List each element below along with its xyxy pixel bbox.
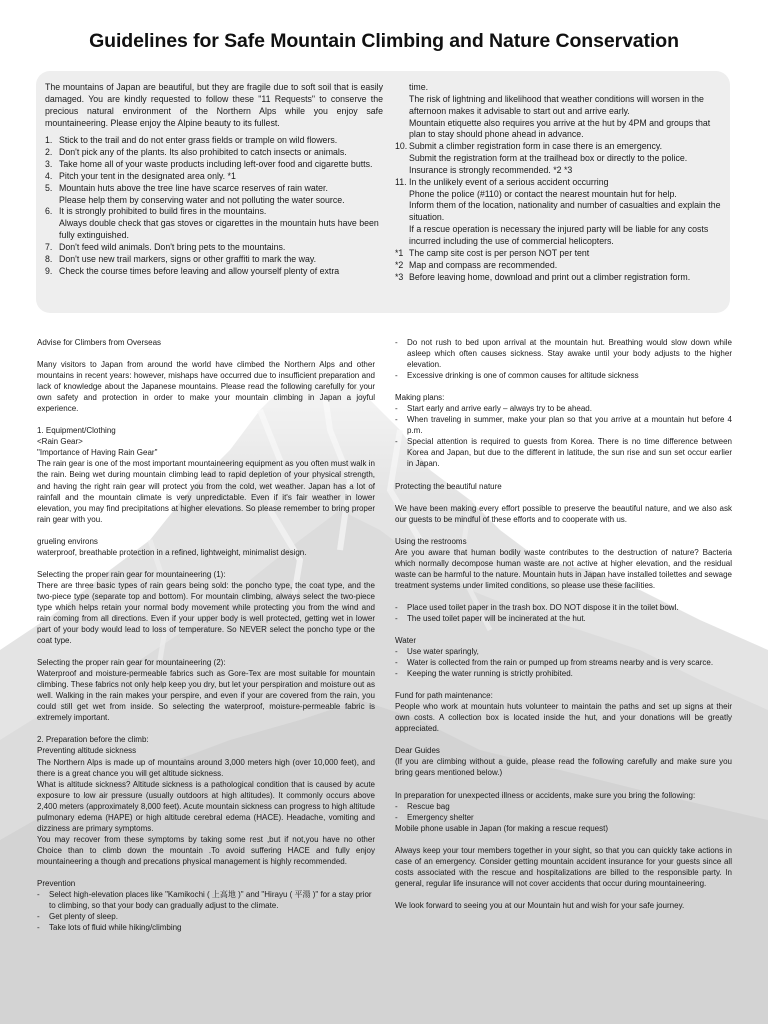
request-item: 10. Submit a climber registration form in case there is an emergency. (395, 141, 663, 152)
subheading: Using the restrooms (395, 536, 467, 546)
request-item: 4. Pitch your tent in the designated area only. *1 (45, 170, 236, 181)
request-item: 7. Don't feed wild animals. Don't bring pets to the mountains. (45, 241, 286, 252)
request-item: 2. Don't pick any of the plants. Its also prohibited to catch insects or animals. (45, 147, 347, 158)
list-item: - Water is collected from the rain or pumped up from streams nearby and is very scarce. (395, 658, 714, 668)
request-item-sub: Submit the registration form at the trailhead box or directly to the police. (409, 153, 688, 164)
request-item-sub: Mountain etiquette also requires you arrive at the hut by 4PM and groups that plan to stay should phone ahead in advance. (409, 117, 711, 140)
request-item-sub: If a rescue operation is necessary the injured party will be liable for any costs incurred including the use of commercial helicopters. (409, 224, 709, 246)
requests-intro: The mountains of Japan are beautiful, but they are fragile due to soft soil that is easily damaged. You are kindly requested to follow these "11 Requests" to conserve the precious natural environment of the Northern Alps while you enjoy safe mountaineering. Please enjoy the Alpine beauty to its fullest. (45, 82, 383, 128)
list-item: - The used toilet paper will be incinerated at the hut. (395, 613, 586, 623)
list-item: - Get plenty of sleep. (37, 912, 118, 922)
list-item: - Place used toilet paper in the trash box. DO NOT dispose it in the toilet bowl. (395, 602, 679, 612)
closing-text: We look forward to seeing you at our Mountain hut and wish for your safe journey. (395, 900, 685, 910)
footnote: *3 Before leaving home, download and print out a climber registration form. (395, 271, 691, 282)
paragraph: The rain gear is one of the most important mountaineering equipment as you often must walk in the rain. Being wet during mountain climbing lead to rapid depletion of your physical strength, and having the right rain gear will protect you from the cold, wet weather. Japan has a lot of rainfall and the mountain climate is very unpredictable. Even if it's fair weather in lower elevation, you may find precipitations at higher elevations. So please remember to bring proper rain gear with you. (37, 459, 375, 524)
list-item: - Select high-elevation places like "Kamikochi ( 上高地 )" and "Hirayu ( 平湯 )" for a stay prior to climbing, so that your body can gradually adjust to the climate. (37, 890, 372, 911)
subheading: Fund for path maintenance: (395, 691, 493, 701)
request-item-sub: Inform them of the location, nationality and number of casualties and explain the situation. (409, 200, 721, 223)
paragraph: There are three basic types of rain gears being sold: the poncho type, the coat type, and the two-piece type (separate top and bottom). For mountain climbing, always select the two-piece type which helps retain your normal body movement while protecting you from the wind and rain coming from all directions. Even if your upper body is well protected, getting wet in lower part of your body would lead to loss of temperature. So NEVER select the poncho type or the coat type. (37, 580, 375, 646)
request-item-sub: Insurance is strongly recommended. *2 *3 (409, 164, 573, 175)
footnote: *1 The camp site cost is per person NOT per tent (395, 247, 590, 258)
requests-right-column (395, 82, 727, 283)
paragraph: Mobile phone usable in Japan (for making a rescue request) (395, 823, 609, 833)
request-item: 5. Mountain huts above the tree line have scarce reserves of rain water. (45, 182, 328, 193)
paragraph: Many visitors to Japan from around the world have climbed the Northern Alps and other mountains in recent years: however, mishaps have occurred due to insufficient preparation and lack of knowledge about the Japanese mountains. Please read the following carefully for your own safety and protection in order to make your mountain climbing in Japan a joyful experience. (37, 360, 375, 414)
list-item: - Use water sparingly, (395, 647, 479, 657)
subheading: "Importance of Having Rain Gear" (37, 448, 158, 458)
list-item: - When traveling in summer, make your plan so that you arrive at a mountain hut before 4 p.m. (395, 415, 732, 436)
section-heading: 2. Preparation before the climb: (37, 735, 149, 745)
eleven-requests-box (36, 71, 730, 313)
list-item: - Do not rush to bed upon arrival at the mountain hut. Breathing would slow down while asleep which often causes sickness. Stay awake until your body adjusts to the higher elevation. (395, 338, 732, 370)
footnote: *2 Map and compass are recommended. (395, 259, 558, 270)
advice-right-column (395, 337, 732, 911)
paragraph: waterproof, breathable protection in a refined, lightweight, minimalist design. (37, 547, 307, 557)
list-item: - Rescue bag (395, 801, 450, 811)
subheading: Dear Guides (395, 746, 440, 756)
subheading: Prevention (37, 878, 76, 888)
list-item: - Special attention is required to guests from Korea. There is no time difference between Korea and Japan, but due to the different in latitude, the sun rise and sun set occur earlier in Japan. (395, 437, 732, 469)
request-item: 11. In the unlikely event of a serious accident occurring (395, 176, 609, 187)
request-item: 1. Stick to the trail and do not enter grass fields or trample on wild flowers. (45, 135, 338, 146)
request-item: 6. It is strongly prohibited to build fires in the mountains. (45, 206, 267, 217)
subheading: Selecting the proper rain gear for mountaineering (2): (37, 658, 226, 668)
request-item-sub: Always double check that gas stoves or cigarettes in the mountain huts have been fully extinguished. (59, 218, 379, 241)
list-item: - Excessive drinking is one of common causes for altitude sickness (395, 371, 639, 381)
subheading: Preventing altitude sickness (37, 746, 137, 756)
request-item-sub: Phone the police (#110) or contact the nearest mountain hut for help. (409, 188, 677, 199)
list-item: - Emergency shelter (395, 812, 474, 822)
paragraph: grueling environs (37, 536, 98, 546)
subheading: <Rain Gear> (37, 437, 83, 447)
advice-left-column (37, 337, 375, 933)
section-heading: 1. Equipment/Clothing (37, 426, 116, 436)
subheading: Protecting the beautiful nature (395, 481, 502, 491)
subheading: Making plans: (395, 393, 445, 403)
requests-left-column (45, 82, 383, 278)
paragraph: Always keep your tour members together in your sight, so that you can quickly take actions in case of an emergency. Consider getting mountain accident insurance for your guests since all costs associated with the rescue and hospitalizations are billed to the responsible party. In general, regular life insurance will not cover accidents that occur during mountaineering. (395, 845, 732, 888)
request-item-continued: time. (409, 82, 429, 92)
list-item: - Keeping the water running is strictly prohibited. (395, 669, 573, 679)
paragraph: Waterproof and moisture-permeable fabrics such as Gore-Tex are most suitable for mountain climbing. These fabrics not only help keep you dry, but let your perspiration and moisture out as well. Walking in the rain makes your perspire, and even if your are covered from the rain, you could still get wet from inside. So selecting the waterproof, moisture-permeable fabric is extremely important. (37, 669, 375, 723)
paragraph: We have been making every effort possible to preserve the beautiful nature, and we also ask our guests to be mindful of these efforts and to cooperate with us. (395, 503, 732, 524)
request-item: 3. Take home all of your waste products including left-over food and cigarette butts. (45, 159, 373, 170)
request-item-sub: The risk of lightning and likelihood that weather conditions will worsen in the afternoon makes it advisable to start out and arrive early. (409, 93, 704, 116)
subheading: Selecting the proper rain gear for mountaineering (1): (37, 569, 226, 579)
request-item: 9. Check the course times before leaving and allow yourself plenty of extra (45, 265, 340, 276)
paragraph: (If you are climbing without a guide, please read the following carefully and make sure you bring gears mentioned below.) (395, 757, 732, 778)
request-item: 8. Don't use new trail markers, signs or other graffiti to mark the way. (45, 253, 317, 264)
paragraph: In preparation for unexpected illness or accidents, make sure you bring the following: (395, 790, 696, 800)
subheading: Water (395, 635, 417, 645)
list-item: - Take lots of fluid while hiking/climbing (37, 923, 182, 933)
page-title: Guidelines for Safe Mountain Climbing and Nature Conservation (89, 30, 679, 52)
paragraph: People who work at mountain huts volunteer to maintain the paths and set up signs at their own costs. A collection box is located inside the hut, and your donations will be greatly appreciated. (395, 702, 732, 734)
list-item: - Start early and arrive early – always try to be ahead. (395, 404, 592, 414)
paragraph: What is altitude sickness? Altitude sickness is a pathological condition that is caused by acute exposure to low air pressure (usually outdoors at high altitudes). It commonly occurs above 2,400 meters (approximately 8,000 feet). Acute mountain sickness can progress to high altitude pulmonary edema (HAPE) or high altitude cerebral edema (HACE). Headache, vomiting and dizziness are primary symptoms. (37, 779, 375, 833)
paragraph: Are you aware that human bodily waste contributes to the destruction of nature? Bacteria which normally decompose human waste are not active at higher elevation, and the residual waste can be harmful to the nature. Mountain huts in Japan have installed toilettes and sewage treatment systems under limited conditions, so please use these facilities. (395, 547, 732, 590)
section-heading: Advise for Climbers from Overseas (37, 338, 162, 347)
request-item-sub: Please help them by conserving water and not polluting the water source. (59, 194, 345, 205)
paragraph: The Northern Alps is made up of mountains around 3,000 meters high (over 10,000 feet), and there is a great chance you will get altitude sickness. (37, 757, 375, 778)
paragraph: You may recover from these symptoms by taking some rest ,but if not,you have no other Choice than to climb down the mountain .To avoid suffering HACE and fully enjoy mountaineering a though and precations physical management is highly recommended. (37, 834, 375, 866)
